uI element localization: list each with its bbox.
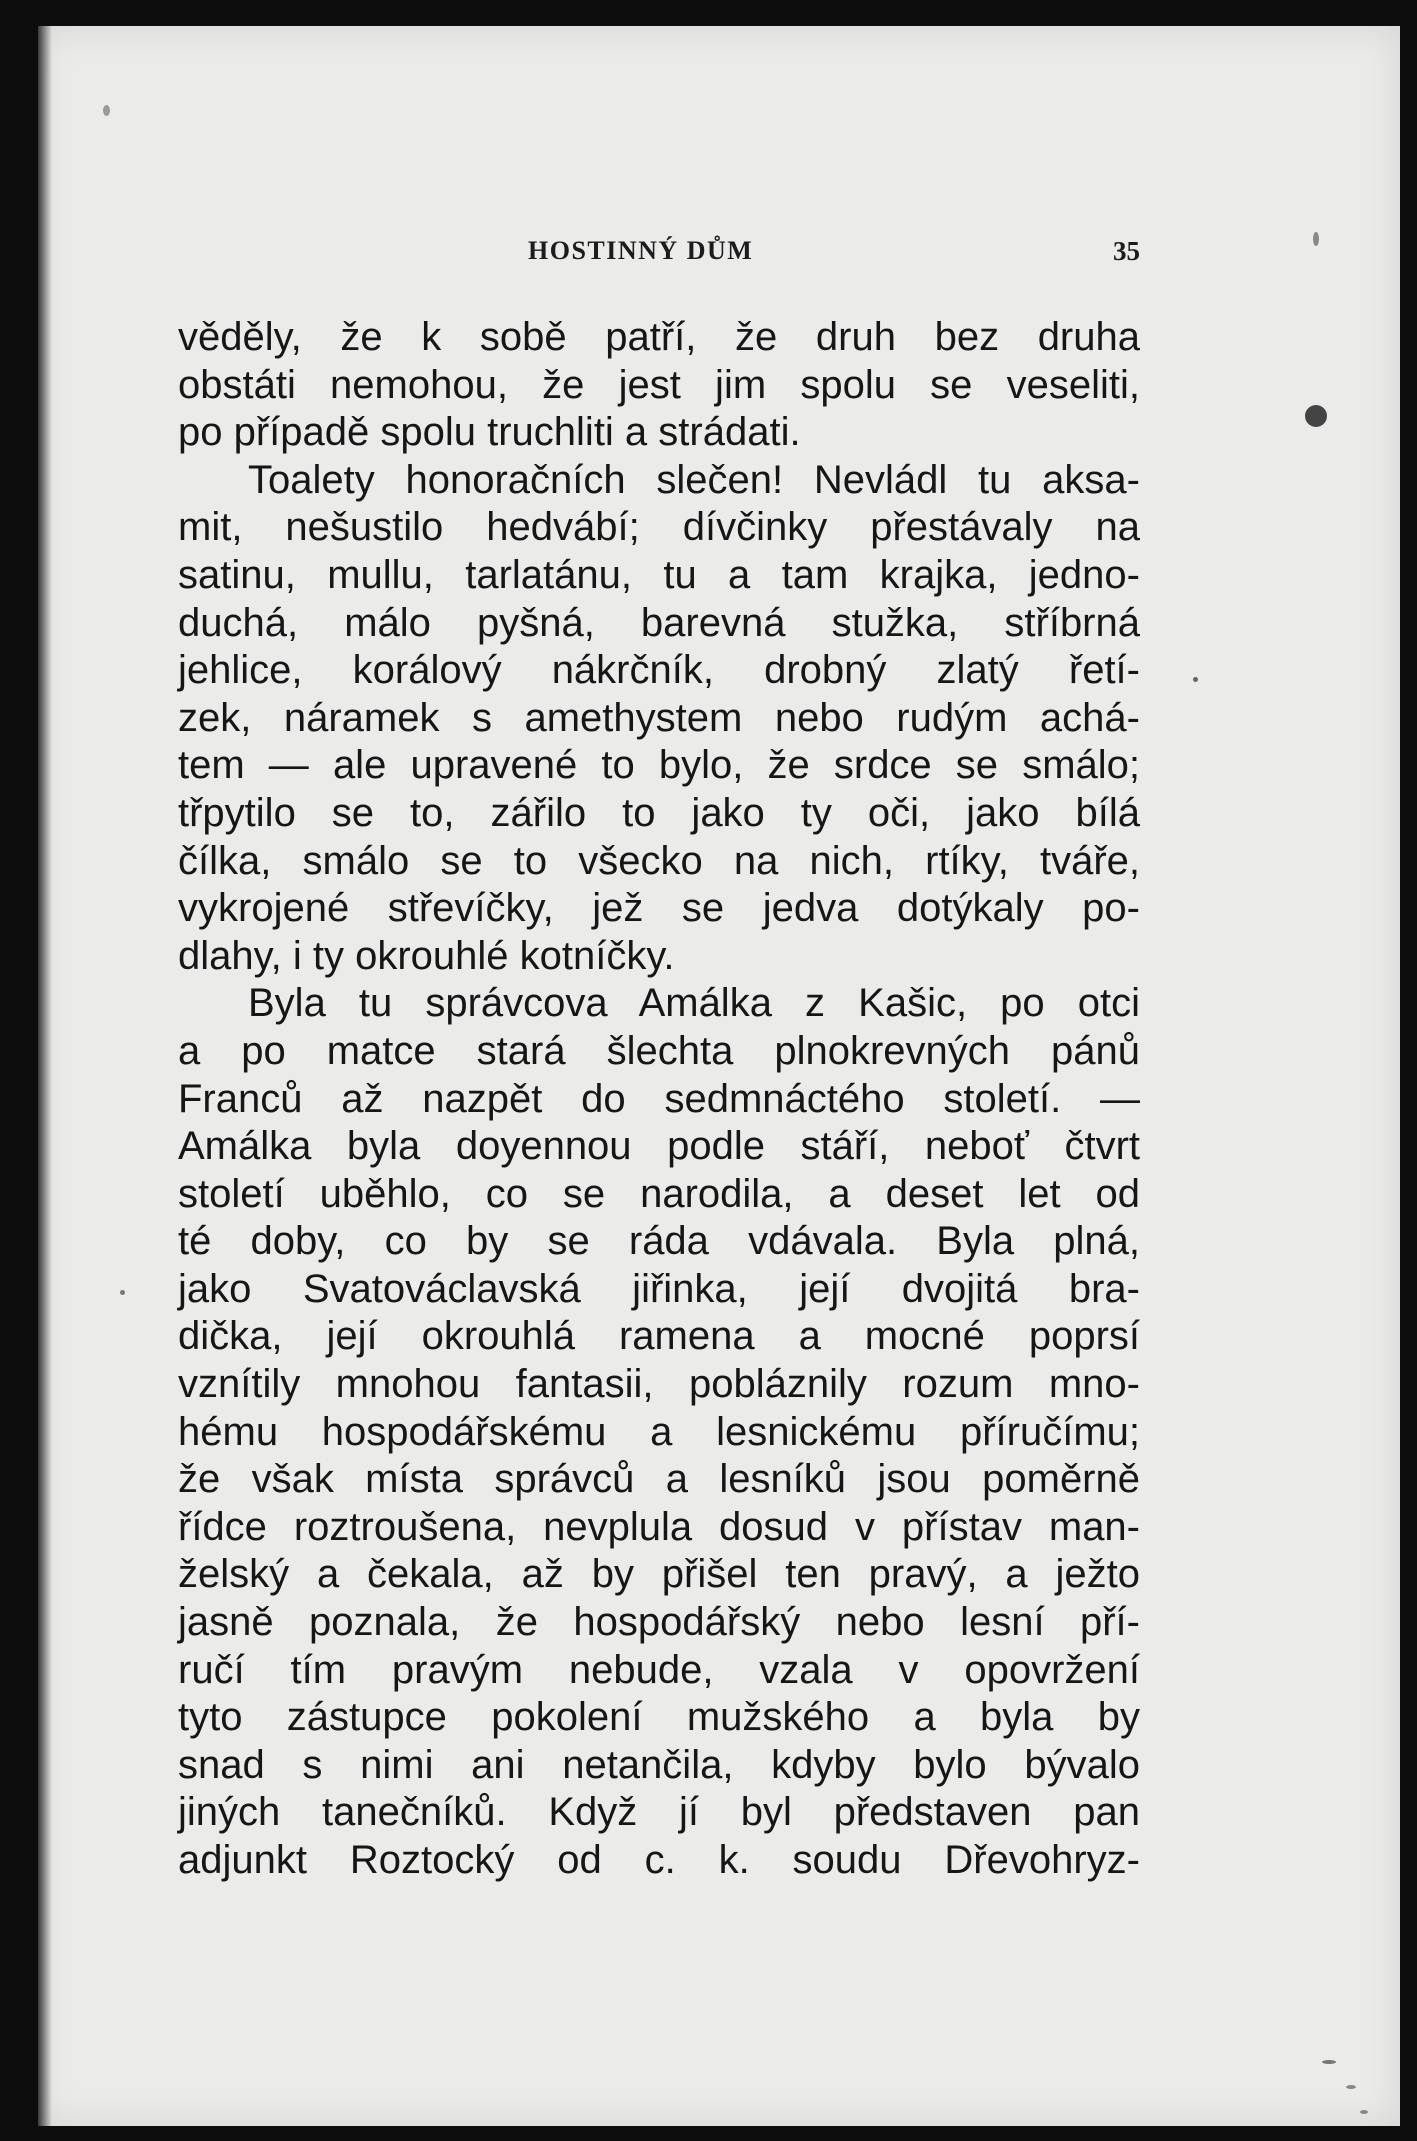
text-line: Amálka byla doyennou podle stáří, neboť čtvrt bbox=[178, 1124, 1140, 1169]
text-line: duchá, málo pyšná, barevná stužka, stříbrná bbox=[178, 600, 1140, 645]
text-line: Franců až nazpět do sedmnáctého století. — bbox=[178, 1076, 1140, 1121]
text-line: ručí tím pravým nebude, vzala v opovržení bbox=[178, 1647, 1140, 1692]
text-line: čílka, smálo se to všecko na nich, rtíky, tváře, bbox=[178, 838, 1140, 883]
text-line: a po matce stará šlechta plnokrevných pánů bbox=[178, 1028, 1140, 1073]
text-line: mit, nešustilo hedvábí; dívčinky přestávaly na bbox=[178, 505, 1140, 550]
text-line: věděly, že k sobě patří, že druh bez druha bbox=[178, 315, 1140, 359]
text-line: satinu, mullu, tarlatánu, tu a tam krajka, jedno- bbox=[178, 552, 1140, 597]
text-line: jasně poznala, že hospodářský nebo lesní pří- bbox=[178, 1600, 1140, 1645]
scan-speck bbox=[1346, 2085, 1356, 2089]
scan-speck bbox=[1305, 405, 1327, 427]
scan-speck bbox=[120, 1290, 125, 1295]
text-line: Toalety honoračních slečen! Nevládl tu aksa- bbox=[248, 457, 1140, 502]
text-line: želský a čekala, až by přišel ten pravý, a ježto bbox=[178, 1552, 1140, 1597]
text-line: tem — ale upravené to bylo, že srdce se smálo; bbox=[178, 743, 1140, 788]
scan-speck bbox=[1322, 2060, 1336, 2064]
text-line: dlahy, i ty okrouhlé kotníčky. bbox=[178, 933, 675, 978]
text-line: řídce roztroušena, nevplula dosud v přístav man- bbox=[178, 1504, 1140, 1549]
page-number: 35 bbox=[1113, 236, 1140, 266]
text-line: snad s nimi ani netančila, kdyby bylo bývalo bbox=[178, 1742, 1140, 1787]
body-text bbox=[178, 314, 1140, 1885]
text-line: adjunkt Roztocký od c. k. soudu Dřevohryz- bbox=[178, 1838, 1140, 1882]
page-header bbox=[178, 232, 1140, 272]
text-line: po případě spolu truchliti a strádati. bbox=[178, 410, 801, 455]
text-line: obstáti nemohou, že jest jim spolu se veseliti, bbox=[178, 362, 1140, 407]
text-line: vznítily mnohou fantasii, pobláznily rozum mno- bbox=[178, 1362, 1140, 1407]
text-line: dička, její okrouhlá ramena a mocné poprsí bbox=[178, 1314, 1140, 1359]
text-line: století uběhlo, co se narodila, a deset let od bbox=[178, 1171, 1140, 1216]
text-line: že však místa správců a lesníků jsou poměrně bbox=[178, 1457, 1140, 1502]
text-line: tyto zástupce pokolení mužského a byla by bbox=[178, 1695, 1140, 1740]
text-line: zek, náramek s amethystem nebo rudým achá- bbox=[178, 695, 1140, 740]
scan-speck bbox=[1313, 232, 1319, 246]
scan-speck bbox=[1360, 2110, 1368, 2114]
text-line: jako Svatováclavská jiřinka, její dvojitá bra- bbox=[178, 1266, 1140, 1311]
text-line: třpytilo se to, zářilo to jako ty oči, jako bílá bbox=[178, 790, 1140, 835]
running-title: HOSTINNÝ DŮM bbox=[528, 236, 754, 265]
text-line: Byla tu správcova Amálka z Kašic, po otci bbox=[248, 981, 1140, 1026]
text-line: vykrojené střevíčky, jež se jedva dotýkaly po- bbox=[178, 886, 1140, 931]
scan-speck bbox=[1193, 677, 1198, 682]
text-line: jehlice, korálový nákrčník, drobný zlatý řetí- bbox=[178, 648, 1140, 693]
text-line: hému hospodářskému a lesnickému příručímu; bbox=[178, 1409, 1140, 1454]
binding-shadow bbox=[38, 26, 52, 2126]
text-line: té doby, co by se ráda vdávala. Byla plná, bbox=[178, 1219, 1140, 1264]
text-line: jiných tanečníků. Když jí byl představen pan bbox=[178, 1790, 1140, 1835]
scan-speck bbox=[103, 105, 110, 116]
